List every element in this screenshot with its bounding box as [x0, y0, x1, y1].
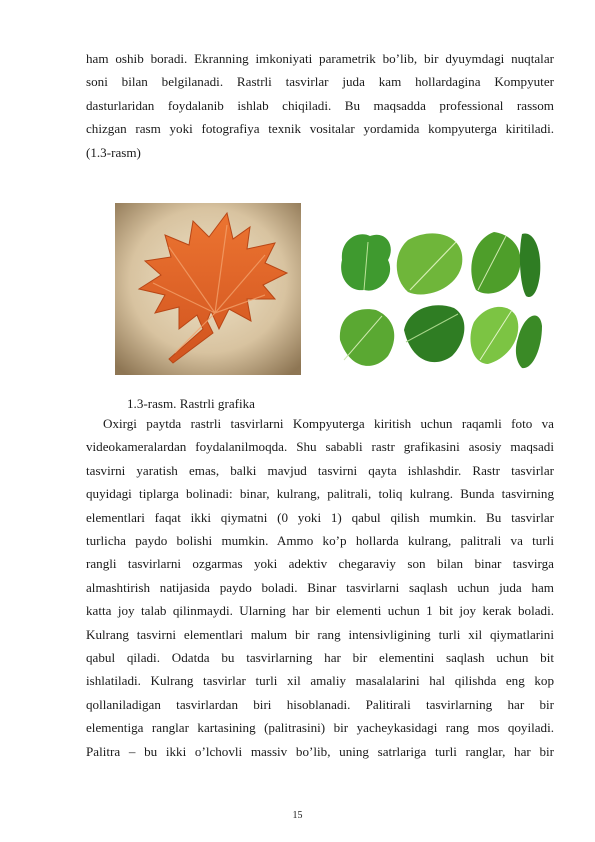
text-line: ishlatiladi. Kulrang tasvirlar turli xil amaliy masalalarini hal qilishda eng kop — [86, 673, 554, 689]
text-line: soni bilan belgilanadi. Rastrli tasvirlar juda kam hollardagina Kompyuter — [86, 74, 554, 90]
text-line: katta joy talab qilinmaydi. Ularning har bir elementi uchun 1 bit joy kerak boladi. — [86, 603, 554, 619]
text-line: rangli tasvirlarni ozgarmas yoki adektiv chegaraviy son bilan binar tasvirga — [86, 556, 554, 572]
text-line: elementlari faqat ikki qiymatni (0 yoki 1) qabul qilish mumkin. Bu tasvirlar — [86, 509, 554, 525]
text-line: ham oshib boradi. Ekranning imkoniyati parametrik bo’lib, bir dyuymdagi nuqtalar — [86, 51, 554, 66]
text-line: videokameralardan foydalanilmoqda. Shu sababli rastr grafikasini asosiy maqsadi — [86, 439, 554, 455]
text-line: Kulrang tasvirni elementlari malum bir rang intensivligining turli xil qiymatlarini — [86, 626, 554, 642]
page-number: 15 — [292, 810, 303, 821]
text-line: almashtirish natijasida paydo boladi. Binar tasvirlarni saqlash uchun juda ham — [86, 579, 554, 595]
text-line: qabul qiladi. Odatda bu tasvirlarning har bir elementini saqlash uchun bit — [86, 650, 554, 666]
green-leaves-image — [336, 230, 543, 375]
text-line: chizgan rasm yoki fotografiya texnik vositalar yordamida kompyuterga kiritiladi. — [86, 121, 554, 137]
intro-paragraph — [86, 47, 554, 164]
text-line: qollaniladigan tasvirlardan biri hisoblanadi. Palitirali tasvirlarning har bir — [86, 696, 554, 712]
figure-caption: 1.3-rasm. Rastrli grafika — [127, 396, 255, 411]
maple-leaf-image — [115, 203, 301, 375]
text-line: elementiga ranglar kartasining (palitrasini) bir yacheykasidagi rang mos qoyiladi. — [86, 720, 554, 736]
text-line: Palitra – bu ikki o’lchovli massiv bo’lib, uning satrlariga turli ranglar, har bir — [86, 743, 554, 759]
text-line: (1.3-rasm) — [86, 144, 141, 160]
text-line: turlicha paydo bolishi mumkin. Ammo ko’p hollarda kulrang, palitrali va turli — [86, 533, 554, 549]
text-line: dasturlaridan foydalanib ishlab chiqiladi. Bu maqsadda professional rassom — [86, 97, 554, 113]
text-line: Oxirgi paytda rastrli tasvirlarni Kompyuterga kiritish uchun raqamli foto va — [103, 416, 554, 431]
text-line: tasvirni yaratish emas, balki mavjud tasvirni qayta ishlashdir. Rastr tasvirlar — [86, 462, 554, 478]
text-line: quyidagi tiplarga bolinadi: binar, kulrang, palitrali, toliq kulrang. Bunda tasvirning — [86, 486, 554, 502]
body-paragraph — [86, 412, 554, 763]
